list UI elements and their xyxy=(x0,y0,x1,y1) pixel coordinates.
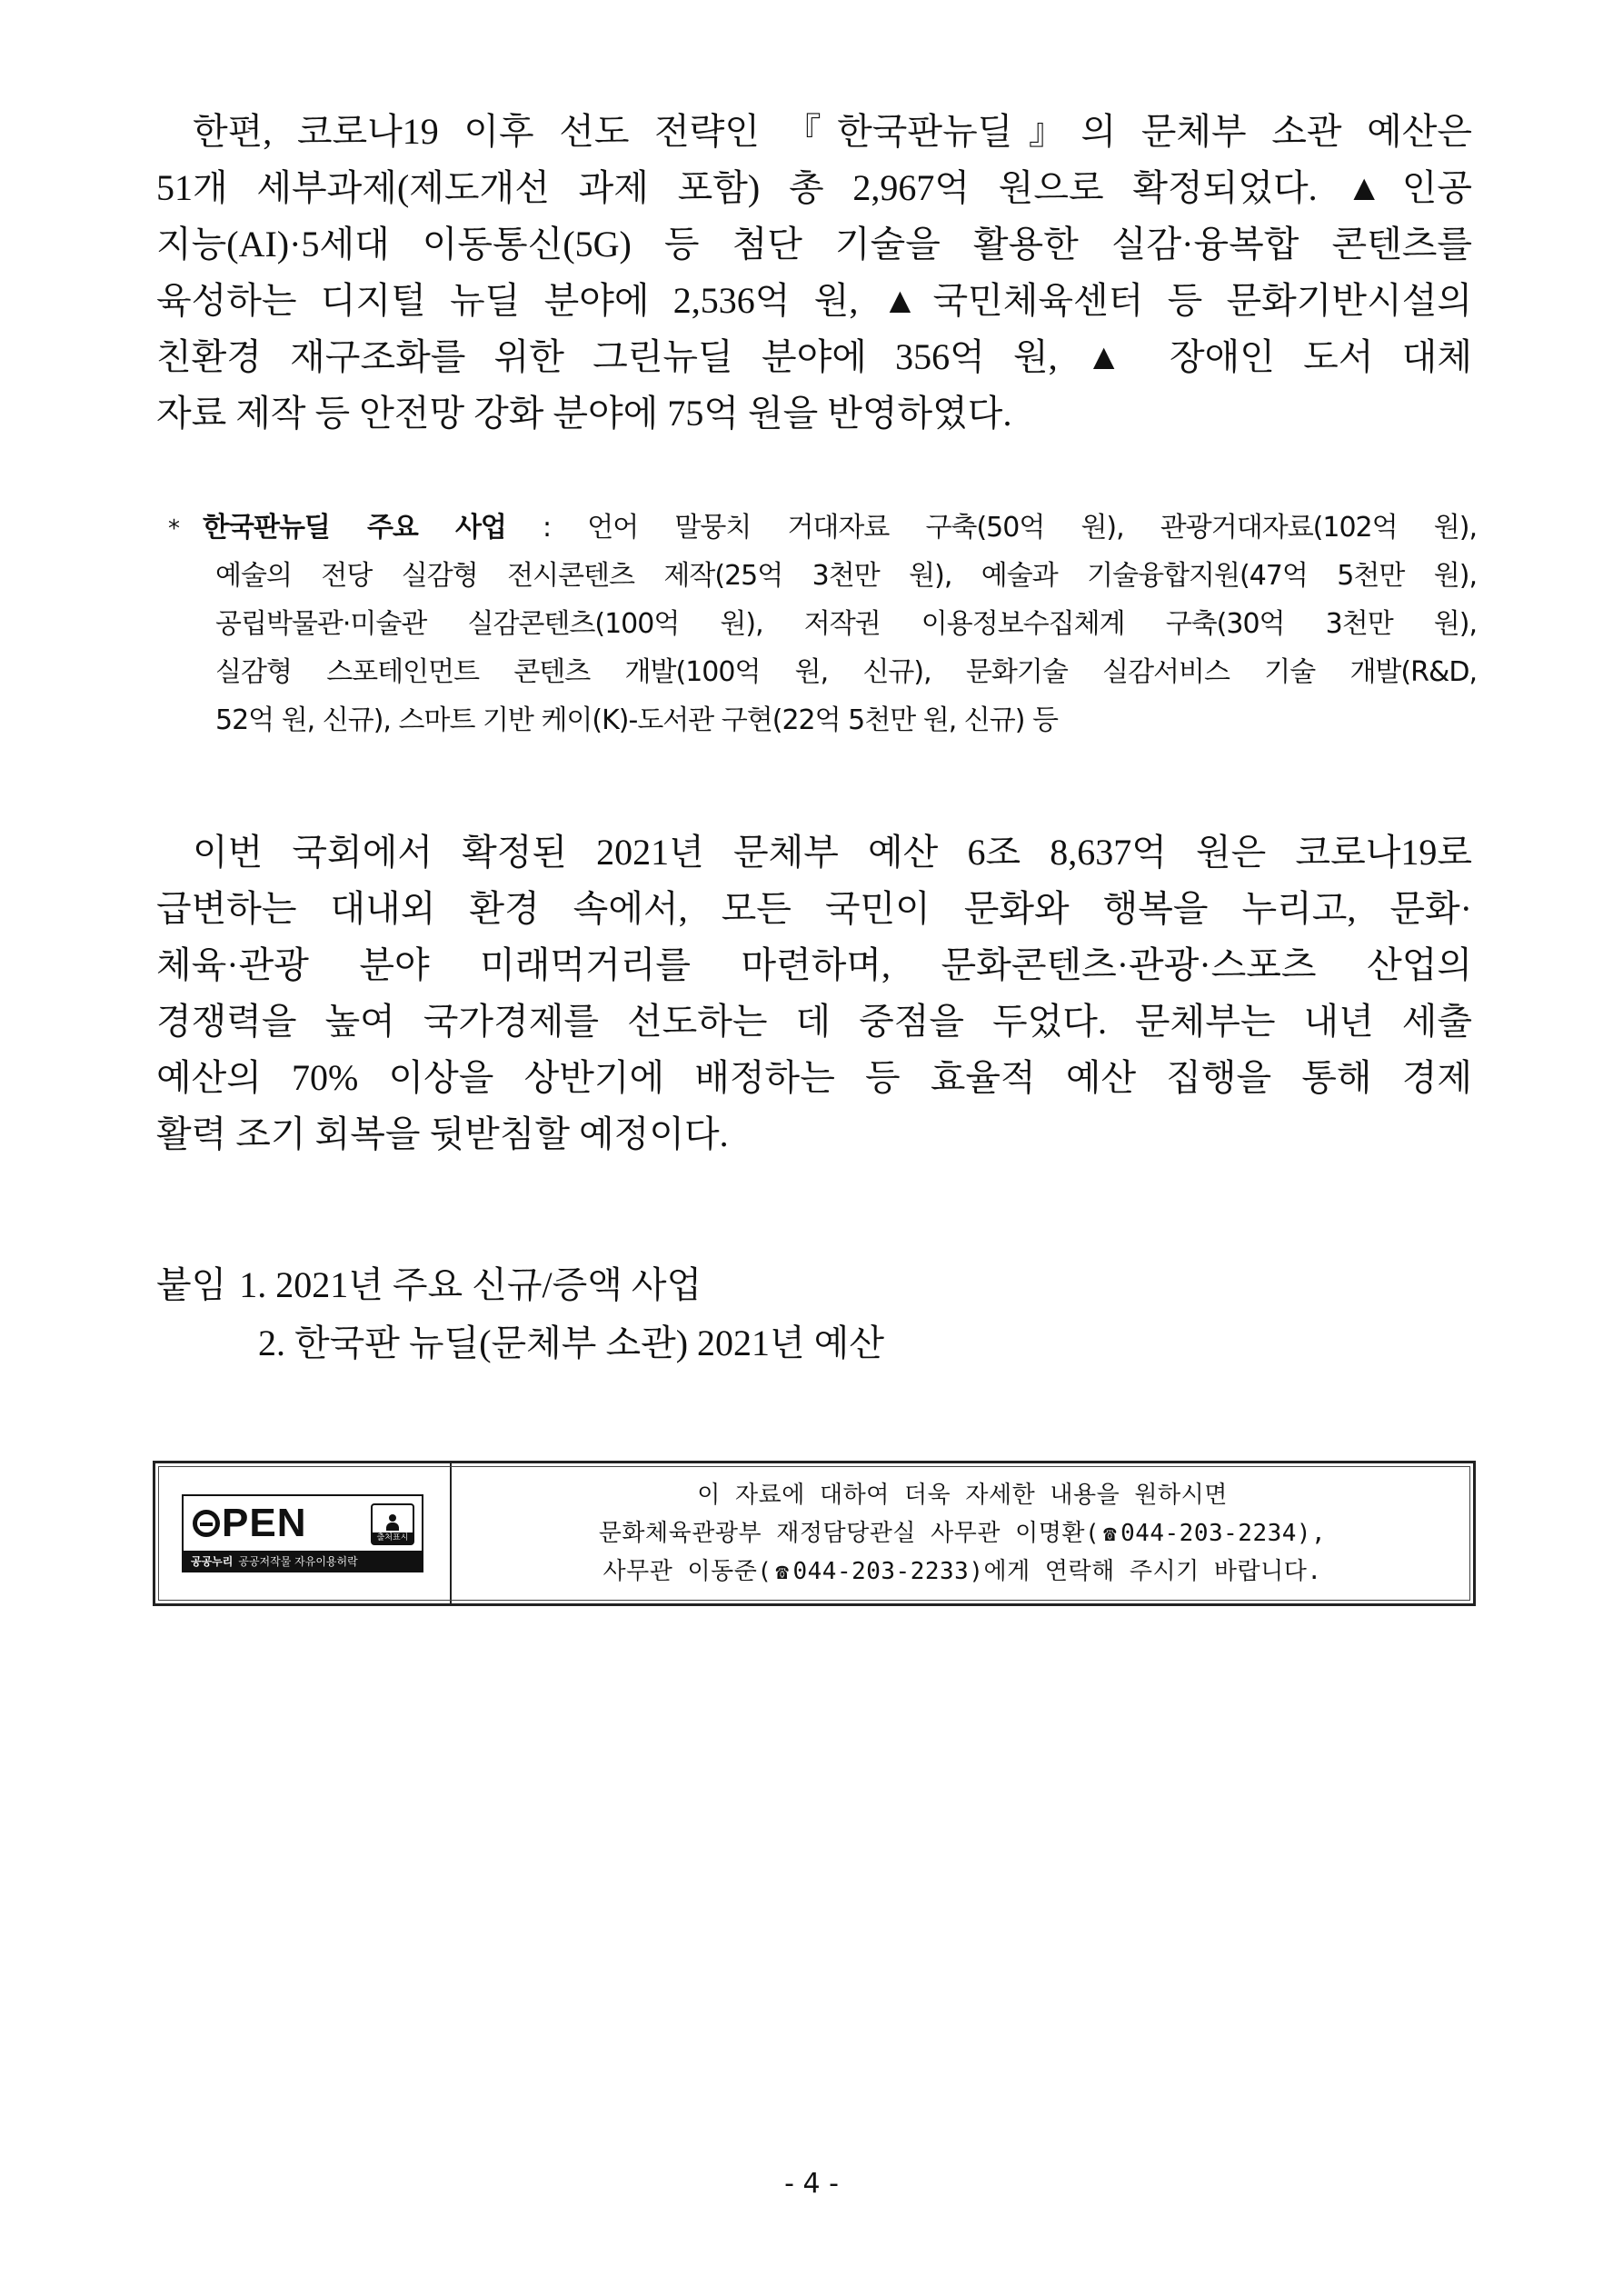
paragraph-line: 예산의 70% 이상을 상반기에 배정하는 등 효율적 예산 집행을 통해 경제 xyxy=(156,1057,1472,1098)
contact-text xyxy=(452,1463,1473,1603)
paragraph-line: 활력 조기 회복을 뒷받침할 예정이다. xyxy=(156,1113,729,1154)
kogl-open-logo xyxy=(182,1494,423,1572)
footnote-line: 52억 원, 신규), 스마트 기반 케이(K)-도서관 구현(22억 5천만 원, 신규) 등 xyxy=(215,704,1058,736)
badge-label: 출처표시 xyxy=(373,1532,413,1543)
footnote-title: 한국판뉴딜 주요 사업 xyxy=(203,512,506,544)
contact-line: 문화체육관광부 재정담당관실 사무관 이명환( ☎ 044-203-2234), xyxy=(598,1520,1327,1547)
attribution-badge-icon xyxy=(371,1503,414,1545)
kogl-caption: 공공누리 공공저작물 자유이용허락 xyxy=(184,1551,422,1571)
paragraph-line: 체육·관광 분야 미래먹거리를 마련하며, 문화콘텐츠·관광·스포츠 산업의 xyxy=(156,944,1472,985)
paragraph-new-deal-budget xyxy=(156,104,1472,442)
footnote-line: 예술의 전당 실감형 전시콘텐츠 제작(25억 3천만 원), 예술과 기술융합지원(47억 5천만 원), xyxy=(215,560,1477,592)
paragraph-line: 51개 세부과제(제도개선 과제 포함) 총 2,967억 원으로 확정되었다. ▲인공 xyxy=(156,167,1472,208)
paragraph-budget-summary xyxy=(156,824,1472,1163)
open-wordmark: PEN xyxy=(184,1501,306,1546)
page-number: - 4 - xyxy=(784,2168,839,2200)
paragraph-line: 한편, 코로나19 이후 선도 전략인 『한국판뉴딜』의 문체부 소관 예산은 xyxy=(193,111,1472,152)
attachment-item: 1. 2021년 주요 신규/증액 사업 xyxy=(239,1264,702,1305)
footnote-marker: * xyxy=(168,515,179,543)
attachment-item: 2. 한국판 뉴딜(문체부 소관) 2021년 예산 xyxy=(258,1323,884,1363)
paragraph-line: 육성하는 디지털 뉴딜 분야에 2,536억 원, ▲국민체육센터 등 문화기반시설의 xyxy=(156,280,1472,321)
contact-info-box xyxy=(153,1461,1476,1606)
paragraph-line: 지능(AI)·5세대 이동통신(5G) 등 첨단 기술을 활용한 실감·융복합 콘텐츠를 xyxy=(156,224,1472,265)
person-icon xyxy=(385,1514,400,1531)
paragraph-line: 경쟁력을 높여 국가경제를 선도하는 데 중점을 두었다. 문체부는 내년 세출 xyxy=(156,1001,1472,1042)
footnote-line: 실감형 스포테인먼트 콘텐츠 개발(100억 원, 신규), 문화기술 실감서비스 기술 개발(R&D, xyxy=(215,656,1477,688)
attachments-label: 붙임 xyxy=(156,1264,227,1305)
kogl-logo-cell xyxy=(155,1463,452,1603)
contact-line: 이 자료에 대하여 더욱 자세한 내용을 원하시면 xyxy=(697,1482,1228,1509)
contact-line: 사무관 이동준( ☎ 044-203-2233)에게 연락해 주시기 바랍니다. xyxy=(602,1558,1322,1585)
telephone-icon: ☎ xyxy=(1103,1521,1118,1546)
footnote-new-deal-projects xyxy=(168,504,1477,744)
footnote-line: 공립박물관·미술관 실감콘텐츠(100억 원), 저작권 이용정보수집체계 구축(30억 3천만 원), xyxy=(215,608,1477,640)
telephone-icon: ☎ xyxy=(775,1559,790,1584)
attachments-list xyxy=(156,1256,884,1373)
paragraph-line: 친환경 재구조화를 위한 그린뉴딜 분야에 356억 원, ▲ 장애인 도서 대체 xyxy=(156,336,1472,377)
footnote-text: : 언어 말뭉치 거대자료 구축(50억 원), 관광거대자료(102억 원), xyxy=(505,512,1477,544)
open-o-icon xyxy=(193,1510,220,1537)
paragraph-line: 급변하는 대내외 환경 속에서, 모든 국민이 문화와 행복을 누리고, 문화· xyxy=(156,888,1472,929)
paragraph-line: 자료 제작 등 안전망 강화 분야에 75억 원을 반영하였다. xyxy=(156,393,1012,434)
paragraph-line: 이번 국회에서 확정된 2021년 문체부 예산 6조 8,637억 원은 코로나19로 xyxy=(193,832,1472,873)
